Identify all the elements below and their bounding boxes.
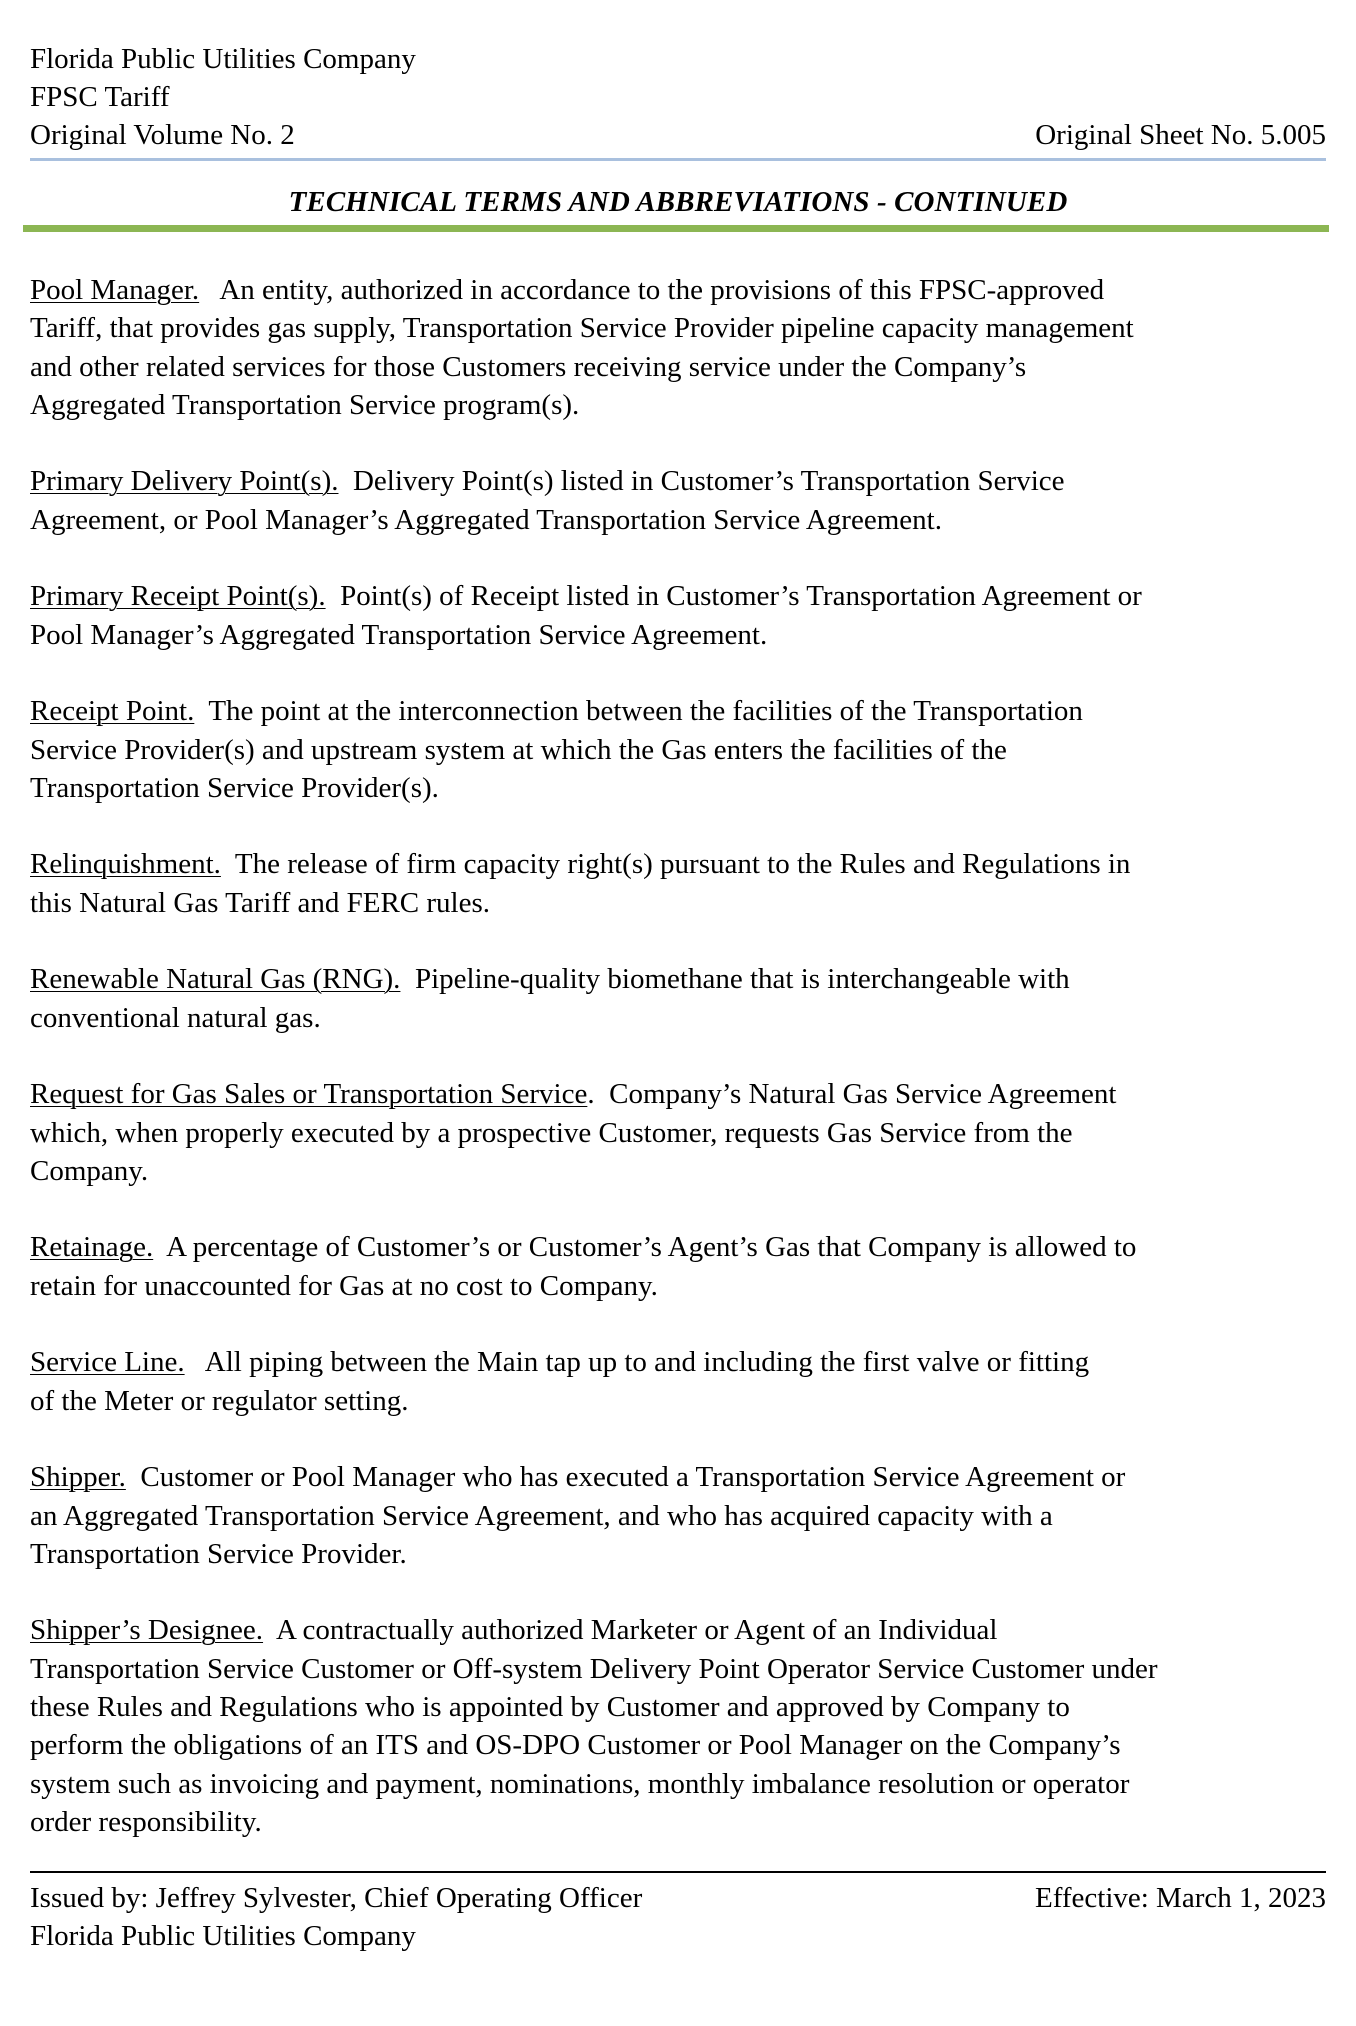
definition-text-line: conventional natural gas. [30, 1001, 321, 1034]
definition-entry [30, 960, 1326, 1037]
definition-text-line: Transportation Service Provider. [30, 1537, 407, 1570]
definition-entry [30, 1458, 1326, 1573]
definition-term: Shipper’s Designee. [30, 1614, 264, 1647]
definition-term: Request for Gas Sales or Transportation Service [30, 1078, 588, 1111]
definition-text-line: Point(s) of Receipt listed in Customer’s Transportation Agreement or [340, 580, 1142, 613]
footer-issued-row [30, 1879, 1326, 1917]
definition-text-line: Pool Manager’s Aggregated Transportation Service Agreement. [30, 618, 768, 651]
footer-company: Florida Public Utilities Company [30, 1920, 416, 1953]
definition-text-line: Tariff, that provides gas supply, Transportation Service Provider pipeline capacity management [30, 312, 1134, 345]
definition-text-line: order responsibility. [30, 1805, 262, 1838]
definition-text-line: and other related services for those Customers receiving service under the Company’s [30, 350, 1027, 383]
definition-separator [263, 1614, 276, 1646]
header-sheet-number: Original Sheet No. 5.005 [1035, 119, 1326, 151]
definition-term: Receipt Point. [30, 695, 195, 728]
definition-text-line: Transportation Service Customer or Off-system Delivery Point Operator Service Customer under [30, 1652, 1158, 1685]
definition-separator: . [587, 1078, 610, 1111]
definition-entry [30, 845, 1326, 922]
definition-text-line: this Natural Gas Tariff and FERC rules. [30, 886, 491, 919]
definition-text-line: of the Meter or regulator setting. [30, 1384, 409, 1417]
definition-text-line: an Aggregated Transportation Service Agreement, and who has acquired capacity with a [30, 1499, 1053, 1532]
definition-term: Retainage. [30, 1231, 154, 1264]
definitions-list [30, 271, 1326, 1841]
definition-text-line: An entity, authorized in accordance to the provisions of this FPSC-approved [219, 274, 1105, 306]
definition-separator [338, 465, 353, 497]
definition-entry [30, 271, 1326, 424]
definition-term: Relinquishment. [30, 848, 221, 881]
definition-text-line: retain for unaccounted for Gas at no cost to Company. [30, 1269, 658, 1302]
definition-text-line: which, when properly executed by a prospective Customer, requests Gas Service from the [30, 1116, 1073, 1149]
definition-term: Shipper. [30, 1461, 126, 1494]
definition-text-line: perform the obligations of an ITS and OS-DPO Customer or Pool Manager on the Company’s [30, 1729, 1121, 1762]
definition-entry [30, 1075, 1326, 1190]
header-volume-row [30, 116, 1326, 154]
definition-entry [30, 1343, 1326, 1420]
definition-text-line: All piping between the Main tap up to and including the first valve or fitting [204, 1346, 1090, 1379]
definition-text-line: these Rules and Regulations who is appointed by Customer and approved by Company to [30, 1690, 1070, 1723]
definition-entry [30, 1228, 1326, 1305]
footer-divider [30, 1871, 1326, 1873]
definition-entry [30, 692, 1326, 807]
footer-effective-date: Effective: March 1, 2023 [1035, 1882, 1326, 1915]
definition-text-line: Company. [30, 1154, 149, 1187]
definition-separator [199, 274, 219, 306]
definition-term: Primary Delivery Point(s). [30, 465, 339, 498]
page-header [30, 40, 1326, 154]
definition-text-line: Company’s Natural Gas Service Agreement [609, 1078, 1117, 1111]
section-title: TECHNICAL TERMS AND ABBREVIATIONS - CONTINUED [288, 186, 1068, 218]
definition-text-line: Aggregated Transportation Service program(s). [30, 388, 580, 421]
definition-separator [221, 848, 235, 880]
definition-entry [30, 462, 1326, 539]
definition-text-line: Transportation Service Provider(s). [30, 771, 439, 804]
definition-text-line: system such as invoicing and payment, nominations, monthly imbalance resolution or operator [30, 1767, 1130, 1800]
tariff-sheet [30, 40, 1326, 1955]
definition-separator [185, 1346, 205, 1378]
definition-separator [400, 963, 415, 995]
definition-text-line: Service Provider(s) and upstream system at which the Gas enters the facilities of the [30, 733, 1007, 766]
definition-term: Primary Receipt Point(s). [30, 580, 326, 613]
definition-text-line: Delivery Point(s) listed in Customer’s Transportation Service [352, 465, 1065, 498]
footer-issued-by: Issued by: Jeffrey Sylvester, Chief Operating Officer [30, 1882, 643, 1915]
header-volume: Original Volume No. 2 [30, 119, 295, 151]
definition-text-line: A contractually authorized Marketer or Agent of an Individual [275, 1614, 998, 1647]
definition-term: Service Line. [30, 1346, 185, 1379]
definition-separator [126, 1461, 141, 1493]
definition-separator [326, 580, 341, 612]
definition-text-line: Pipeline-quality biomethane that is interchangeable with [414, 963, 1070, 996]
header-divider [30, 158, 1326, 161]
definition-text-line: The point at the interconnection between the facilities of the Transportation [208, 695, 1083, 728]
title-divider [23, 225, 1329, 232]
definition-term: Renewable Natural Gas (RNG). [30, 963, 401, 996]
header-company: Florida Public Utilities Company [30, 43, 416, 75]
page-footer [30, 1879, 1326, 1955]
definition-entry [30, 577, 1326, 654]
definition-separator [153, 1231, 166, 1263]
definition-entry [30, 1611, 1326, 1841]
definition-text-line: Agreement, or Pool Manager’s Aggregated Transportation Service Agreement. [30, 503, 942, 536]
definition-text-line: Customer or Pool Manager who has executed a Transportation Service Agreement or [140, 1461, 1126, 1494]
definition-term: Pool Manager. [30, 274, 200, 306]
definition-text-line: A percentage of Customer’s or Customer’s Agent’s Gas that Company is allowed to [166, 1231, 1137, 1264]
definition-separator [194, 695, 208, 727]
header-tariff: FPSC Tariff [30, 81, 170, 113]
definition-text-line: The release of firm capacity right(s) pursuant to the Rules and Regulations in [234, 848, 1131, 881]
